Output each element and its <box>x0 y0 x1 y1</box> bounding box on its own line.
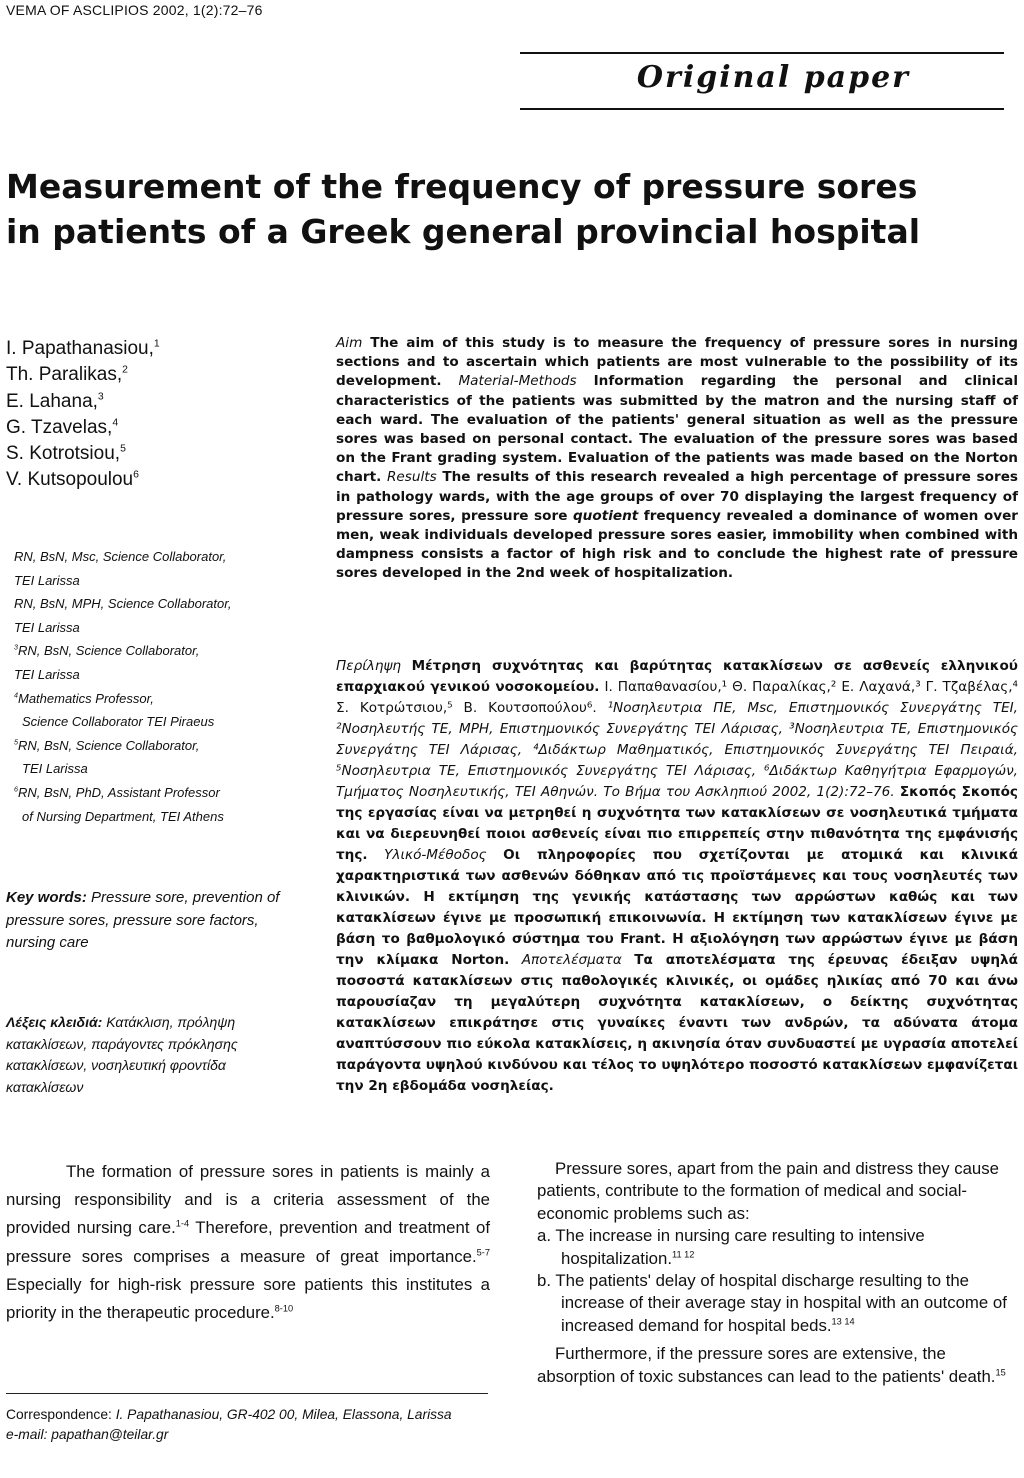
greek-methods-label: Υλικό-Μέθοδος <box>384 847 487 863</box>
keywords-label: Key words: <box>6 889 87 906</box>
correspondence-rule <box>6 1393 488 1394</box>
abstract-english <box>336 334 1018 584</box>
author-5: S. Kotrotsiou,$^5$ <box>6 443 126 465</box>
article-title <box>6 164 1006 254</box>
consequence-item-b: b. The patients' delay of hospital discharge resulting to the increase of their average stay in hospital with an outcome of increased demand for hospital beds.$^{13 14}$ <box>537 1271 1007 1335</box>
affiliation-1-inst: TEI Larissa <box>14 572 80 588</box>
greek-results-text: Τα αποτελέσματα της έρευνας έδειξαν υψηλά ποσοστά κατακλίσεων στις παθολογικές κλινικές, οι ομάδες ηλικίας από 70 και άνω παρουσίαζαν τη μεγαλύτερη συχνότητα κατακλίσεων, ο δείκτης συχνότητας κατακλίσεων επικράτησε στις γυναίκες έναντι των ανδρών, τα αδύνατα άτομα αναπτύσσουν πιο εύκολα κατακλίσεις, η ακινησία όταν συνδυαστεί με υγρασία αποτελεί παράγοντα υψηλού κινδύνου και τέλος το υψηλότερο ποσοστό κατακλίσεων εμφανίζεται την 2η εβδομάδα νοσηλείας. <box>336 952 1018 1094</box>
correspondence-email: e-mail: papathan@teilar.gr <box>6 1427 169 1442</box>
author-1: I. Papathanasiou,$^1$ <box>6 338 160 359</box>
affiliation-6-inst: of Nursing Department, TEI Athens <box>22 808 224 824</box>
methods-text: Information regarding the personal and clinical characteristics of the patients was submitted by the matron and the nursing staff of each ward. The evaluation of the patients' general situation as well as the pressure sores was based on personal contact. The evaluation of the pressure sores was based on the Frant grading system. Evaluation of the patients was made based on the Norton chart. <box>336 373 1019 486</box>
aim-text: The aim of this study is to measure the frequency of pressure sores in nursing sections and to ascertain which patients are most vulnerable to the possibility of its development. <box>336 335 1019 390</box>
affiliations <box>14 545 324 828</box>
affiliation-5: $^5$RN, BsN, Science Collaborator, <box>14 737 200 753</box>
journal-citation: VEMA OF ASCLIPIOS 2002, 1(2):72–76 <box>6 2 263 18</box>
author-6: V. Kutsopoulou$^6$ <box>6 469 139 491</box>
affiliation-3-inst: TEI Larissa <box>14 666 80 682</box>
title-line-2: in patients of a Greek general provincial hospital <box>6 212 921 251</box>
bottom-rule <box>520 108 1004 110</box>
keywords-greek <box>6 1012 306 1098</box>
results-text-b: frequency revealed a dominance of women over men, weak individuals developed pressure sores easier, immobility when combined with dampness consists a factor of high risk and to conclude the highest rate of pressure sores developed in the 2nd week of hospitalization. <box>336 507 1018 582</box>
consequence-item-a: a. The increase in nursing care resulting to intensive hospitalization.$^{11 12}$ <box>537 1226 925 1268</box>
greek-aim-label: Σκοπός <box>899 784 957 800</box>
results-text-a: The results of this research revealed a high percentage of pressure sores in pathology wards, with the age groups of over 70 displaying the largest frequency of pressure sores, pressure sore <box>336 469 1019 524</box>
greek-authors: Ι. Παπαθανασίου,¹ Θ. Παραλίκας,² Ε. Λαχανά,³ Γ. Τζαβέλας,⁴ Σ. Κοτρώτσιου,⁵ Β. Κουτσοπούλου⁶. <box>336 679 1018 716</box>
affiliation-2: RN, BsN, MPH, Science Collaborator, <box>14 596 232 612</box>
correspondence-address: Correspondence: I. Papathanasiou, GR-402 00, Milea, Elassona, Larissa <box>6 1407 452 1422</box>
consequences-paragraph: Pressure sores, apart from the pain and distress they cause patients, contribute to the formation of medical and social-economic problems such as: <box>537 1159 999 1223</box>
abstract-greek <box>336 656 1018 1097</box>
keywords-greek-label: Λέξεις κλειδιά: <box>6 1014 103 1030</box>
title-line-1: Measurement of the frequency of pressure sores <box>6 167 918 206</box>
greek-aim-text: Σκοπός της εργασίας είναι να μετρηθεί η συχνότητα των κατακλίσεων σε νοσηλευτικά τμήματα και να διερευνηθεί ποιοι ασθενείς είναι πιο επιρρεπείς στην πιθανότητα της εμφάνισής της. <box>336 784 1018 863</box>
results-quotient: quotient <box>572 507 639 524</box>
affiliation-1: RN, BsN, Msc, Science Collaborator, <box>14 549 227 564</box>
summary-title: Μέτρηση συχνότητας και βαρύτητας κατακλίσεων σε ασθενείς ελληνικού επαρχιακού γενικού νοσοκομείου. <box>336 658 1018 695</box>
top-rule <box>520 52 1004 54</box>
body-left-column <box>6 1158 490 1327</box>
email-link[interactable]: papathan@teilar.gr <box>51 1427 169 1442</box>
affiliation-4: $^4$Mathematics Professor, <box>14 690 154 706</box>
methods-label: Material-Methods <box>458 373 577 390</box>
greek-affiliations: ¹Νοσηλευτρια ΠΕ, Msc, Επιστημονικός Συνεργάτης ΤΕΙ, ²Νοσηλευτής ΤΕ, MPH, Επιστημονικός Συνεργάτης ΤΕΙ Λάρισας, ³Νοσηλευτρια ΤΕ, Επιστημονικός Συνεργάτης ΤΕΙ Λάρισας, ⁴Διδάκτωρ Μαθηματικός, Επιστημονικός Συνεργάτης ΤΕΙ Πειραιά, ⁵Νοσηλευτρια ΤΕ, Επιστημονικός Συνεργάτης ΤΕΙ Λάρισας, ⁶Διδάκτωρ Καθηγήτρια Εφαρμογών, Τμήματος Νοσηλευτικής, ΤΕΙ Αθηνών. Το Βήμα του Ασκληπιού 2002, 1(2):72–76. <box>336 700 1018 800</box>
affiliation-4-inst: Science Collaborator TEI Piraeus <box>22 714 215 730</box>
author-4: G. Tzavelas,$^4$ <box>6 416 119 438</box>
body-right-column <box>537 1158 1019 1388</box>
correspondence-block <box>6 1405 490 1445</box>
affiliation-6: $^6$RN, BsN, PhD, Assistant Professor <box>14 784 220 800</box>
aim-label: Aim <box>336 335 363 351</box>
toxicity-paragraph: Furthermore, if the pressure sores are extensive, the absorption of toxic substances can lead to the patients' death.$^{15}$ <box>537 1344 1006 1386</box>
affiliation-5-inst: TEI Larissa <box>22 761 88 777</box>
greek-methods-text: Οι πληροφορίες που σχετίζονται με ατομικά και κλινικά χαρακτηριστικά των ασθενών δόθηκαν από τις προϊστάμενες και τους νοσηλευτές των κλινικών. Η εκτίμηση της γενικής κατάστασης των αρρώστων καθώς και των κατακλίσεων έγινε με προσωπική επικοινωνία. Η εκτίμηση των κατακλίσεων έγινε με βάση το βαθμολογικό σύστημα του Frant. Η αξιολόγηση των αρρώστων έγινε με βάση την κλίμακα Norton. <box>336 847 1018 968</box>
keywords-english <box>6 887 306 955</box>
paper-type-label: Original paper <box>636 60 910 95</box>
affiliation-3: $^3$RN, BsN, Science Collaborator, <box>14 643 200 659</box>
keywords-greek-text: Κατάκλιση, πρόληψη κατακλίσεων, παράγοντες πρόκλησης κατακλίσεων, νοσηλευτική φροντίδα κατακλίσεων <box>6 1014 238 1095</box>
author-list <box>6 336 306 494</box>
affiliation-2-inst: TEI Larissa <box>14 619 80 635</box>
summary-label: Περίληψη <box>336 658 402 674</box>
author-3: E. Lahana,$^3$ <box>6 390 104 412</box>
author-2: Th. Paralikas,$^2$ <box>6 364 128 386</box>
keywords-text: Pressure sore, prevention of pressure sores, pressure sore factors, nursing care <box>6 889 280 951</box>
intro-paragraph: The formation of pressure sores in patients is mainly a nursing responsibility and is a criteria assessment of the provided nursing care.$^{1-4}$ Therefore, prevention and treatment of pressure sores comprises a measure of great importance.$^{5-7}$ Especially for high-risk pressure sore patients this institutes a priority in the therapeutic procedure.$^{8-10}$ <box>6 1162 490 1323</box>
greek-results-label: Αποτελέσματα <box>521 952 622 968</box>
results-label: Results <box>386 469 437 486</box>
